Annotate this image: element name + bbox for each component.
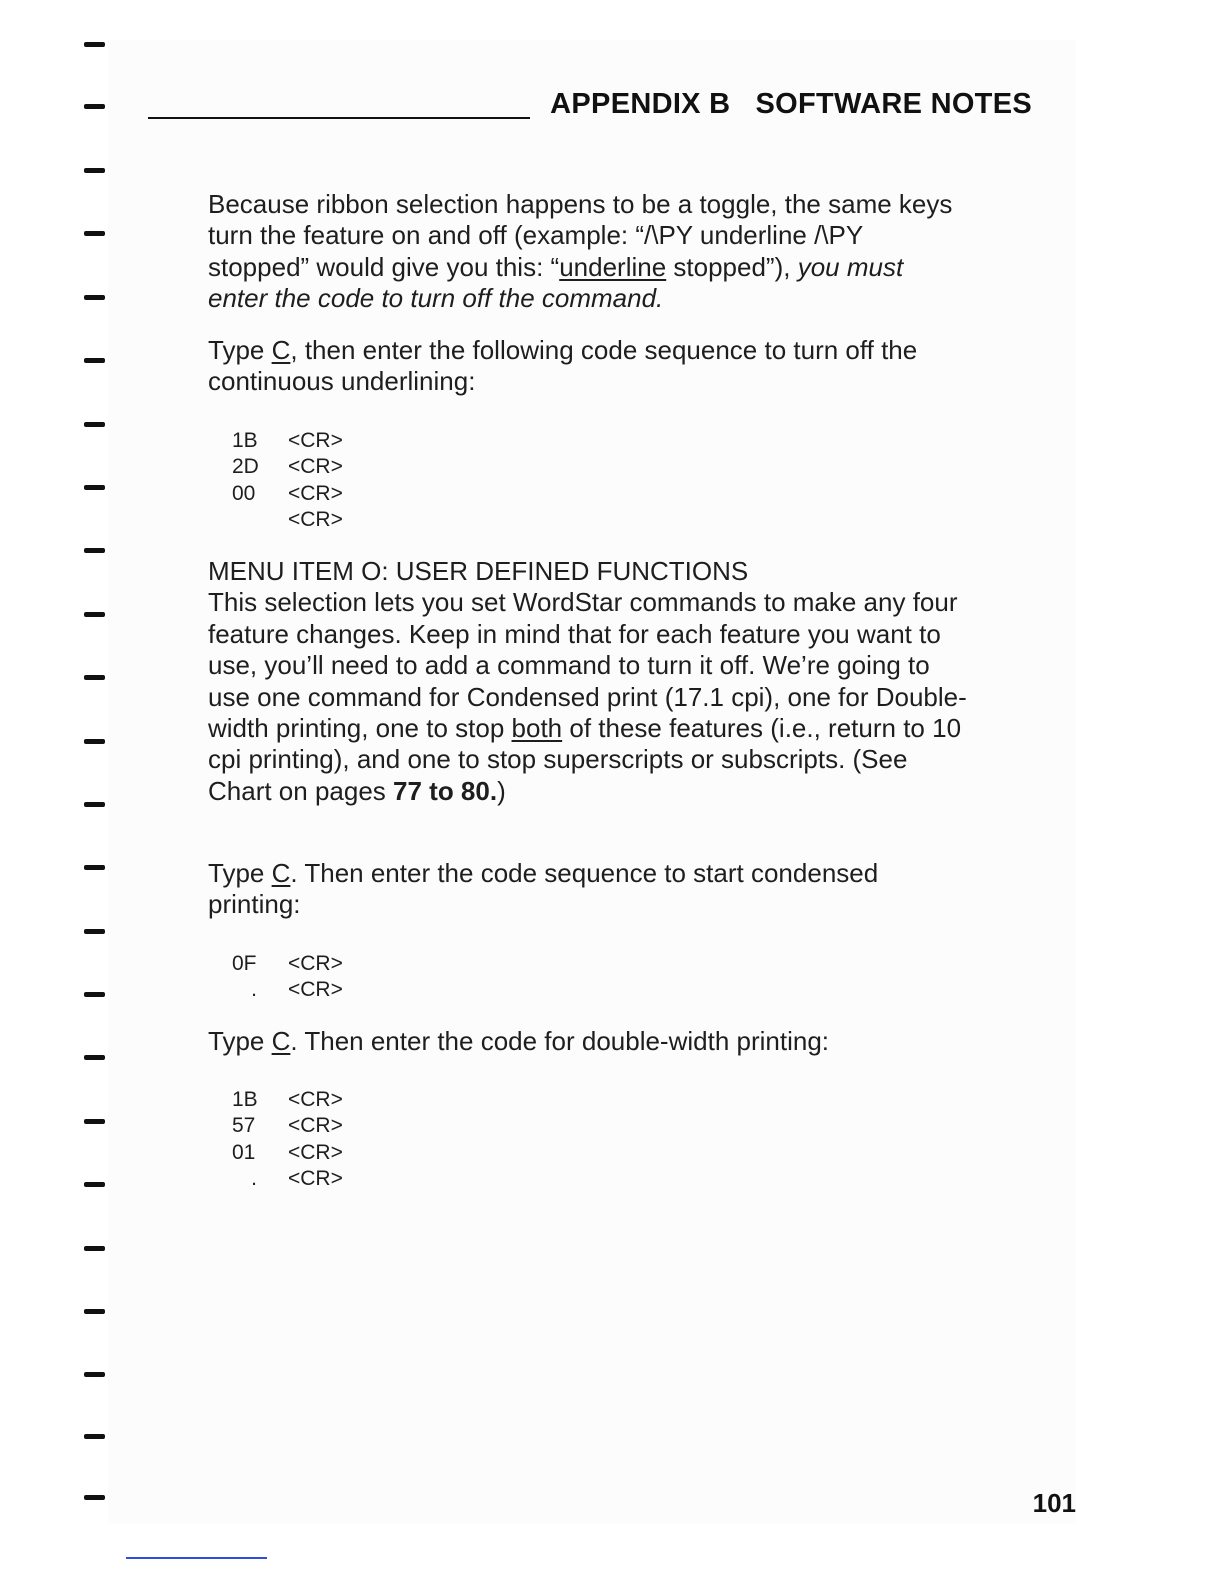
code-row <box>232 481 343 507</box>
paragraph-text: . Then enter the code sequence to start condensed printing: <box>208 858 879 920</box>
binding-mark <box>84 1309 105 1314</box>
hex-code <box>232 507 288 533</box>
binding-mark <box>84 865 105 870</box>
paragraph-type-c-underline <box>208 335 968 398</box>
binding-mark <box>84 739 105 744</box>
paragraph-menu-item-o <box>208 556 968 807</box>
footer-rule <box>126 1557 267 1559</box>
binding-mark <box>84 422 105 427</box>
paragraph-type-c-double-width <box>208 1026 968 1057</box>
code-block-condensed <box>232 951 343 1004</box>
cr-key: <CR> <box>288 1166 343 1190</box>
paragraph-type-c-condensed <box>208 858 968 921</box>
cr-key: <CR> <box>288 952 343 975</box>
binding-mark <box>84 548 105 553</box>
binding-mark <box>84 485 105 490</box>
binding-marks <box>0 0 120 1584</box>
cr-key: <CR> <box>288 455 343 479</box>
binding-mark <box>84 1119 105 1124</box>
key-label: C <box>271 1026 291 1056</box>
hex-code: 1B <box>232 1088 258 1111</box>
paragraph-text: Type <box>208 335 272 365</box>
page-reference: 77 to 80. <box>393 775 498 806</box>
binding-mark <box>84 1246 105 1251</box>
binding-mark <box>84 358 105 363</box>
hex-code: 01 <box>232 1140 256 1164</box>
binding-mark <box>84 612 105 617</box>
hex-code: 1B <box>232 429 258 452</box>
underlined-word: both <box>511 713 563 744</box>
hex-code: 00 <box>232 481 256 505</box>
paragraph-ribbon-toggle <box>208 189 968 315</box>
cr-key: <CR> <box>288 429 343 452</box>
key-label: C <box>271 335 291 365</box>
italic-instruction: you must enter the code to turn off the command. <box>208 251 904 314</box>
code-block-double-width <box>232 1087 343 1192</box>
paragraph-text: , then enter the following code sequence to turn off the continuous underlining: <box>208 335 918 397</box>
hex-code: . <box>251 1166 257 1190</box>
paragraph-text: . Then enter the code for double-width printing: <box>290 1026 830 1056</box>
hex-code: 2D <box>232 455 259 479</box>
binding-mark <box>84 42 105 47</box>
paragraph-text: ) <box>497 775 506 806</box>
cr-key: <CR> <box>288 1140 343 1164</box>
cr-key: <CR> <box>288 978 343 1002</box>
code-row <box>232 1087 343 1113</box>
binding-mark <box>84 1055 105 1060</box>
binding-mark <box>84 929 105 934</box>
code-row <box>232 1140 343 1166</box>
hex-code: 57 <box>232 1114 256 1138</box>
page-header <box>148 88 1032 128</box>
binding-mark <box>84 1372 105 1377</box>
page-number: 101 <box>1032 1488 1076 1518</box>
code-row <box>232 454 343 480</box>
binding-mark <box>84 231 105 236</box>
code-block-underline-off <box>232 428 343 533</box>
binding-mark <box>84 295 105 300</box>
code-row <box>232 1113 343 1139</box>
paragraph-text: stopped”), <box>666 251 798 282</box>
code-row <box>232 977 343 1003</box>
key-label: C <box>271 858 291 888</box>
binding-mark <box>84 992 105 997</box>
hex-code: 0F <box>232 952 257 975</box>
binding-mark <box>84 1434 105 1439</box>
code-row <box>232 507 343 533</box>
paragraph-text: Type <box>208 1026 272 1056</box>
paragraph-text: Because ribbon selection happens to be a toggle, the same keys turn the feature on and off (example: “/\PY underline /\PY stopped” would give you this: “ <box>208 189 953 282</box>
binding-mark <box>84 168 105 173</box>
header-rule <box>148 117 530 119</box>
code-row <box>232 428 343 454</box>
binding-mark <box>84 802 105 807</box>
header-title: APPENDIX B SOFTWARE NOTES <box>550 88 1032 120</box>
cr-key: <CR> <box>288 1114 343 1138</box>
binding-mark <box>84 1495 105 1500</box>
binding-mark <box>84 1182 105 1187</box>
underlined-word: underline <box>559 251 667 282</box>
paragraph-text: of these features (i.e., return to 10 cpi printing), and one to stop superscripts or subscripts. (See Chart on pages <box>208 713 962 806</box>
cr-key: <CR> <box>288 1088 343 1111</box>
binding-mark <box>84 104 105 109</box>
cr-key: <CR> <box>288 481 343 505</box>
paragraph-text: Type <box>208 858 272 888</box>
code-row <box>232 1166 343 1192</box>
code-row <box>232 951 343 977</box>
cr-key: <CR> <box>288 507 343 531</box>
hex-code: . <box>251 978 257 1002</box>
paragraph-text: This selection lets you set WordStar commands to make any four feature changes. Keep in mind that for each feature you want to use, you’ll need to add a command to turn it off. We’re going to use one command for Condensed print (17.1 cpi), one for Double-width printing, one to stop <box>208 587 967 744</box>
section-heading: MENU ITEM O: USER DEFINED FUNCTIONS <box>208 556 749 586</box>
binding-mark <box>84 675 105 680</box>
